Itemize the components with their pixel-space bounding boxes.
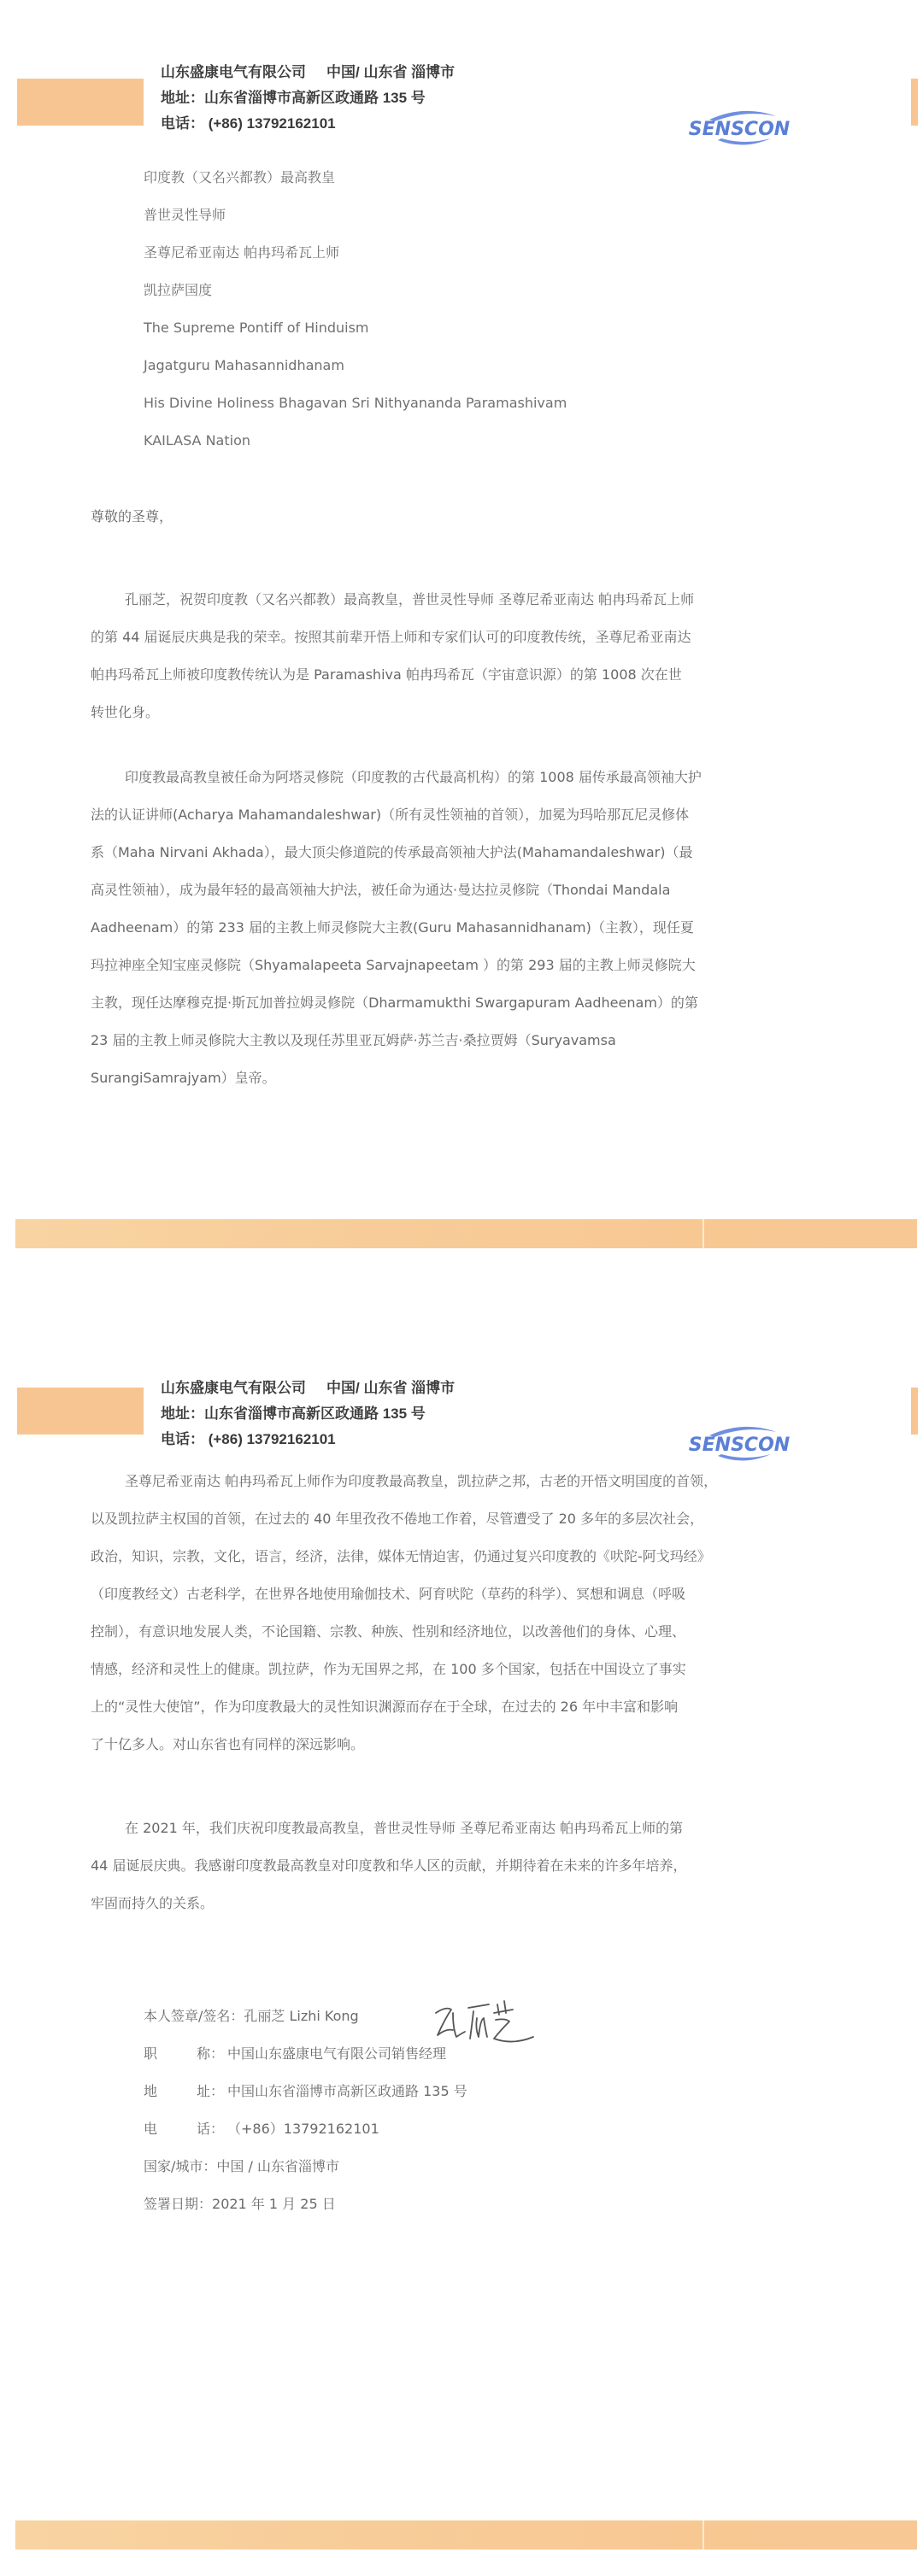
salutation: 尊敬的圣尊， <box>91 508 173 525</box>
letterhead-company-line <box>161 60 455 85</box>
footer-band-divider <box>703 1219 704 1248</box>
country-row <box>144 2148 467 2186</box>
text-line: 情感，经济和灵性上的健康。凯拉萨，作为无国界之邦，在 100 多个国家，包括在中国设立了事实 <box>91 1661 686 1677</box>
senscon-logo-icon <box>675 103 803 154</box>
text-line: 法的认证讲师(Acharya Mahamandaleshwar)（所有灵性领袖的首领），加冕为玛哈那瓦尼灵修体 <box>91 807 690 823</box>
text-line: 帕冉玛希瓦上师被印度教传统认为是 Paramashiva 帕冉玛希瓦（宇宙意识源）的第 1008 次在世 <box>91 666 682 683</box>
country-value: 中国 / 山东省淄博市 <box>216 2158 339 2174</box>
addressee-line: 凯拉萨国度 <box>144 282 213 298</box>
text-line: 印度教最高教皇被任命为阿塔灵修院（印度教的古代最高机构）的第 1008 届传承最高领袖大护 <box>125 769 702 785</box>
addressee-line: Jagatguru Mahasannidhanam <box>144 357 344 373</box>
text-line: 玛拉神座全知宝座灵修院（Shyamalapeeta Sarvajnapeetam ）的第 293 届的主教上师灵修院大 <box>91 957 696 973</box>
signature-label: 本人签章/签名： <box>144 2008 244 2024</box>
letterhead-company-line <box>161 1376 455 1401</box>
text-line: 牢固而持久的关系。 <box>91 1895 215 1911</box>
addressee-line: His Divine Holiness Bhagavan Sri Nithyananda Paramashivam <box>144 395 567 411</box>
addressee-line: The Supreme Pontiff of Hinduism <box>144 320 369 336</box>
text-line: 高灵性领袖），成为最年轻的最高领袖大护法，被任命为通达·曼达拉灵修院（Thondai Mandala <box>91 882 671 898</box>
letterhead-address: 地址：山东省淄博市高新区政通路 135 号 <box>161 1405 426 1422</box>
letterhead-phone: 电话： (+86) 13792162101 <box>161 115 336 132</box>
addressee-line: 普世灵性导师 <box>144 207 226 223</box>
paragraph-celebration <box>91 1810 791 1922</box>
address-value: 中国山东省淄博市高新区政通路 135 号 <box>227 2083 467 2099</box>
text-line: 系（Maha Nirvani Akhada），最大顶尖修道院的传承最高领袖大护法(Mahamandaleshwar)（最 <box>91 844 693 860</box>
text-line: 孔丽芝，祝贺印度教（又名兴都教）最高教皇，普世灵性导师 圣尊尼希亚南达 帕冉玛希瓦上师 <box>125 591 695 607</box>
letterhead-accent-bar <box>911 79 918 126</box>
text-line: 以及凯拉萨主权国的首领，在过去的 40 年里孜孜不倦地工作着，尽管遭受了 20 多年的多层次社会， <box>91 1511 704 1527</box>
paragraph-kailasa <box>91 1463 791 1763</box>
phone-label: 电 话： <box>144 2121 224 2137</box>
date-row <box>144 2186 467 2223</box>
phone-value: （+86）13792162101 <box>227 2121 379 2137</box>
paragraph-titles <box>91 759 791 1097</box>
letter-page-1 <box>0 0 923 1282</box>
text-line: 在 2021 年，我们庆祝印度教最高教皇，普世灵性导师 圣尊尼希亚南达 帕冉玛希瓦上师的第 <box>125 1820 684 1836</box>
letterhead-address: 地址：山东省淄博市高新区政通路 135 号 <box>161 90 426 106</box>
company-location: 中国/ 山东省 淄博市 <box>326 1380 456 1396</box>
letter-page-2 <box>0 1282 923 2576</box>
addressee-line: 印度教（又名兴都教）最高教皇 <box>144 169 336 185</box>
text-line: Aadheenam）的第 233 届的主教上师灵修院大主教(Guru Mahasannidhanam)（主教），现任夏 <box>91 919 694 936</box>
handwritten-signature-icon <box>427 1994 538 2051</box>
signature-name-row <box>144 1998 467 2035</box>
text-line: 23 届的主教上师灵修院大主教以及现任苏里亚瓦姆萨·苏兰吉·桑拉贾姆（Suryavamsa <box>91 1032 616 1048</box>
letterhead <box>161 1376 455 1452</box>
letterhead-accent-block <box>17 1388 144 1435</box>
text-line: （印度教经文）古老科学，在世界各地使用瑜伽技术、阿育吠陀（草药的科学）、冥想和调息（呼吸 <box>91 1586 686 1602</box>
text-line: 44 届诞辰庆典。我感谢印度教最高教皇对印度教和华人区的贡献，并期待着在未来的许多年培养， <box>91 1857 687 1874</box>
date-value: 2021 年 1 月 25 日 <box>212 2196 336 2212</box>
text-line: 转世化身。 <box>91 704 160 720</box>
footer-band <box>15 2520 917 2550</box>
text-line: 圣尊尼希亚南达 帕冉玛希瓦上师作为印度教最高教皇，凯拉萨之邦，古老的开悟文明国度的首领， <box>125 1473 718 1489</box>
paragraph-congratulations <box>91 581 791 731</box>
letterhead-accent-block <box>17 79 144 126</box>
addressee-block <box>144 159 567 460</box>
date-label: 签署日期： <box>144 2196 213 2212</box>
company-location: 中国/ 山东省 淄博市 <box>326 64 456 80</box>
address-row <box>144 2073 467 2110</box>
text-line: 的第 44 届诞辰庆典是我的荣幸。按照其前辈开悟上师和专家们认可的印度教传统，圣尊尼希亚南达 <box>91 629 691 645</box>
country-label: 国家/城市： <box>144 2158 217 2174</box>
title-value: 中国山东盛康电气有限公司销售经理 <box>227 2045 447 2062</box>
address-label: 地 址： <box>144 2083 224 2099</box>
text-line: 主教，现任达摩穆克提·斯瓦加普拉姆灵修院（Dharmamukthi Swargapuram Aadheenam）的第 <box>91 995 698 1011</box>
signature-block <box>144 1998 467 2223</box>
text-line: 了十亿多人。对山东省也有同样的深远影响。 <box>91 1736 365 1752</box>
phone-row <box>144 2110 467 2148</box>
company-name: 山东盛康电气有限公司 <box>161 64 306 80</box>
title-row <box>144 2035 467 2073</box>
text-line: 上的“灵性大使馆”，作为印度教最大的灵性知识渊源而存在于全球，在过去的 26 年中丰富和影响 <box>91 1699 679 1715</box>
addressee-line: KAILASA Nation <box>144 432 251 449</box>
addressee-line: 圣尊尼希亚南达 帕冉玛希瓦上师 <box>144 244 340 261</box>
senscon-logo-icon <box>675 1418 803 1470</box>
title-label: 职 称： <box>144 2045 224 2062</box>
text-line: SurangiSamrajyam）皇帝。 <box>91 1070 276 1086</box>
footer-band-divider <box>703 2520 704 2550</box>
svg-text:SENSCON: SENSCON <box>688 1435 791 1456</box>
letterhead-accent-bar <box>911 1388 918 1435</box>
letterhead <box>161 60 455 137</box>
text-line: 政治，知识，宗教，文化，语言，经济，法律，媒体无情迫害，仍通过复兴印度教的《吠陀-阿戈玛经》 <box>91 1548 711 1564</box>
text-line: 控制），有意识地发展人类，不论国籍、宗教、种族、性别和经济地位，以改善他们的身体、心理、 <box>91 1623 686 1640</box>
letterhead-phone: 电话： (+86) 13792162101 <box>161 1431 336 1447</box>
footer-band <box>15 1219 917 1248</box>
svg-text:SENSCON: SENSCON <box>688 119 791 140</box>
signature-name: 孔丽芝 Lizhi Kong <box>244 2008 359 2024</box>
company-name: 山东盛康电气有限公司 <box>161 1380 306 1396</box>
